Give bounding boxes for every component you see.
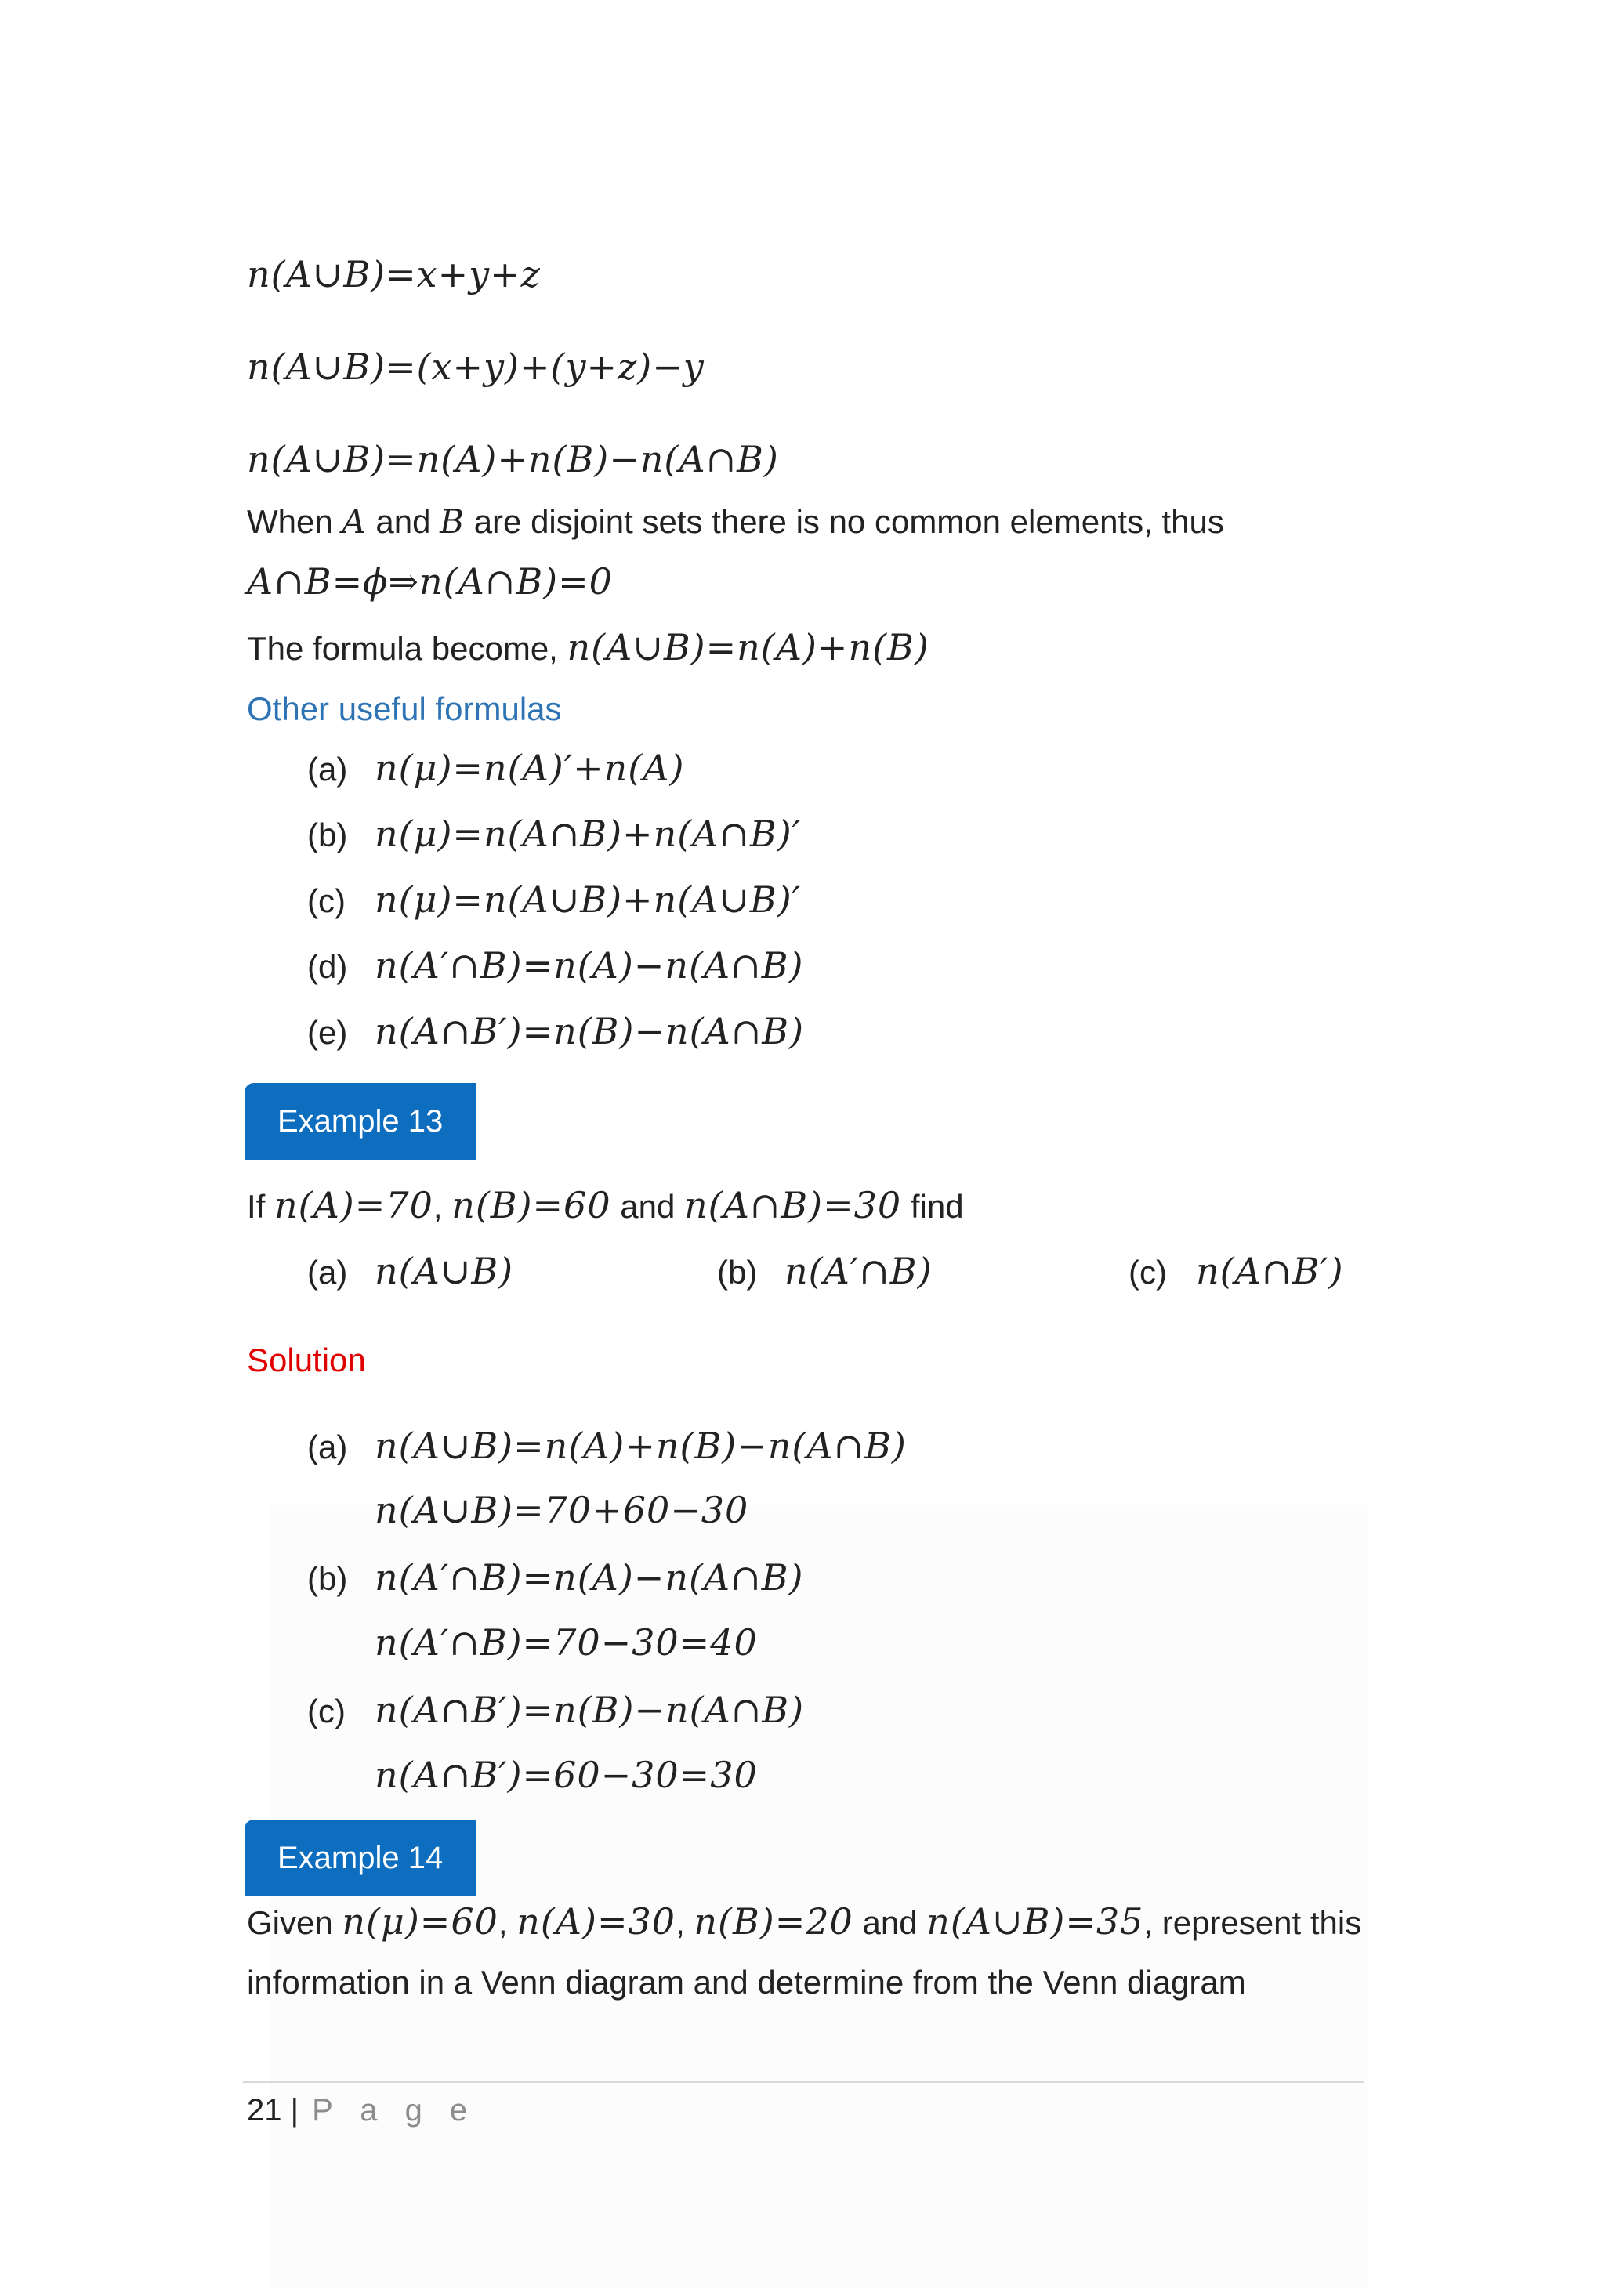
item-equation: n(μ)=n(A∪B)+n(A∪B)′	[375, 878, 802, 921]
equation-disjoint-union: n(A∪B)=n(A)+n(B)	[567, 626, 929, 668]
question-equation: n(B)=20	[694, 1900, 853, 1943]
example-14-question	[247, 1898, 1361, 1947]
question-part	[717, 1248, 933, 1296]
disjoint-text: When	[247, 503, 342, 540]
item-equation: n(μ)=n(A)′+n(A)	[375, 747, 685, 789]
example-13-question	[247, 1182, 964, 1230]
part-label: (b)	[717, 1254, 758, 1291]
item-equation: n(A∩B′)=n(B)−n(A∩B)	[375, 1010, 805, 1052]
item-label: (c)	[307, 882, 346, 919]
useful-formulas-heading: Other useful formulas	[247, 690, 562, 727]
part-label: (a)	[307, 1254, 348, 1291]
item-equation: n(A′∩B)=n(A)−n(A∩B)	[375, 944, 804, 987]
equation-union-xyz: n(A∪B)=x+y+z	[247, 253, 541, 295]
solution-heading: Solution	[247, 1342, 366, 1378]
footer-divider	[243, 2081, 1364, 2083]
step-label: (a)	[307, 1429, 348, 1465]
question-text: and	[862, 1904, 918, 1941]
part-label: (c)	[1129, 1254, 1167, 1291]
step-equation: n(A∩B′)=n(B)−n(A∩B)	[375, 1689, 805, 1731]
question-equation: n(A∩B)=30	[684, 1184, 902, 1226]
equation-union-grouped: n(A∪B)=(x+y)+(y+z)−y	[247, 346, 705, 388]
item-label: (e)	[307, 1014, 348, 1051]
question-text: ,	[498, 1904, 508, 1941]
disjoint-text: and	[366, 503, 440, 540]
item-label: (d)	[307, 948, 348, 985]
item-label: (a)	[307, 751, 348, 788]
question-text: If	[247, 1188, 266, 1225]
part-equation: n(A′∩B)	[784, 1250, 933, 1292]
question-part	[307, 1248, 513, 1296]
formula-item	[307, 1008, 804, 1056]
question-part	[1129, 1248, 1344, 1296]
formula-item	[307, 744, 684, 793]
part-equation: n(A∪B)	[375, 1250, 514, 1292]
page-word: P a g e	[312, 2093, 477, 2128]
question-equation: n(A∪B)=35	[926, 1900, 1144, 1943]
example-14-question-line2: information in a Venn diagram and determine from the Venn diagram	[247, 1964, 1246, 2001]
set-b-symbol: B	[440, 502, 466, 541]
item-label: (b)	[307, 817, 348, 853]
formula-item	[307, 876, 801, 925]
question-equation: n(μ)=60	[342, 1900, 498, 1943]
formula-item	[307, 942, 803, 990]
question-equation: n(A)=70	[274, 1184, 433, 1226]
question-text: ,	[676, 1904, 685, 1941]
set-a-symbol: A	[342, 502, 367, 541]
step-label: (c)	[307, 1693, 346, 1729]
disjoint-formula-line	[247, 624, 929, 672]
step-equation: n(A′∩B)=n(A)−n(A∩B)	[375, 1556, 804, 1599]
question-text: find	[910, 1188, 964, 1225]
page-footer	[247, 2088, 476, 2132]
step-equation-result: n(A∩B′)=60−30=30	[375, 1754, 758, 1796]
step-equation: n(A∪B)=n(A)+n(B)−n(A∩B)	[375, 1425, 907, 1467]
step-equation-result: n(A′∩B)=70−30=40	[375, 1621, 758, 1664]
formula-label: The formula become,	[247, 630, 558, 667]
solution-step	[307, 1554, 803, 1602]
question-text: , represent this	[1143, 1904, 1362, 1941]
question-equation: n(A)=30	[516, 1900, 676, 1943]
question-text: ,	[433, 1188, 443, 1225]
solution-step	[307, 1686, 804, 1735]
example-14-badge: Example 14	[245, 1820, 476, 1896]
question-text: Given	[247, 1904, 333, 1941]
part-equation: n(A∩B′)	[1196, 1250, 1344, 1292]
disjoint-text: are disjoint sets there is no common elements, thus	[465, 503, 1224, 540]
equation-empty-intersection: A∩B=ϕ⇒n(A∩B)=0	[247, 560, 613, 603]
item-equation: n(μ)=n(A∩B)+n(A∩B)′	[375, 813, 802, 855]
example-13-badge: Example 13	[245, 1083, 476, 1160]
formula-item	[307, 810, 801, 859]
solution-step	[307, 1422, 907, 1471]
step-label: (b)	[307, 1560, 348, 1597]
question-equation: n(B)=60	[451, 1184, 611, 1226]
page-number: 21	[247, 2093, 282, 2128]
footer-separator: |	[290, 2093, 299, 2128]
equation-union-formula: n(A∪B)=n(A)+n(B)−n(A∩B)	[247, 438, 779, 480]
step-equation-result: n(A∪B)=70+60−30	[375, 1489, 749, 1531]
question-text: and	[620, 1188, 676, 1225]
disjoint-sentence	[247, 498, 1224, 545]
